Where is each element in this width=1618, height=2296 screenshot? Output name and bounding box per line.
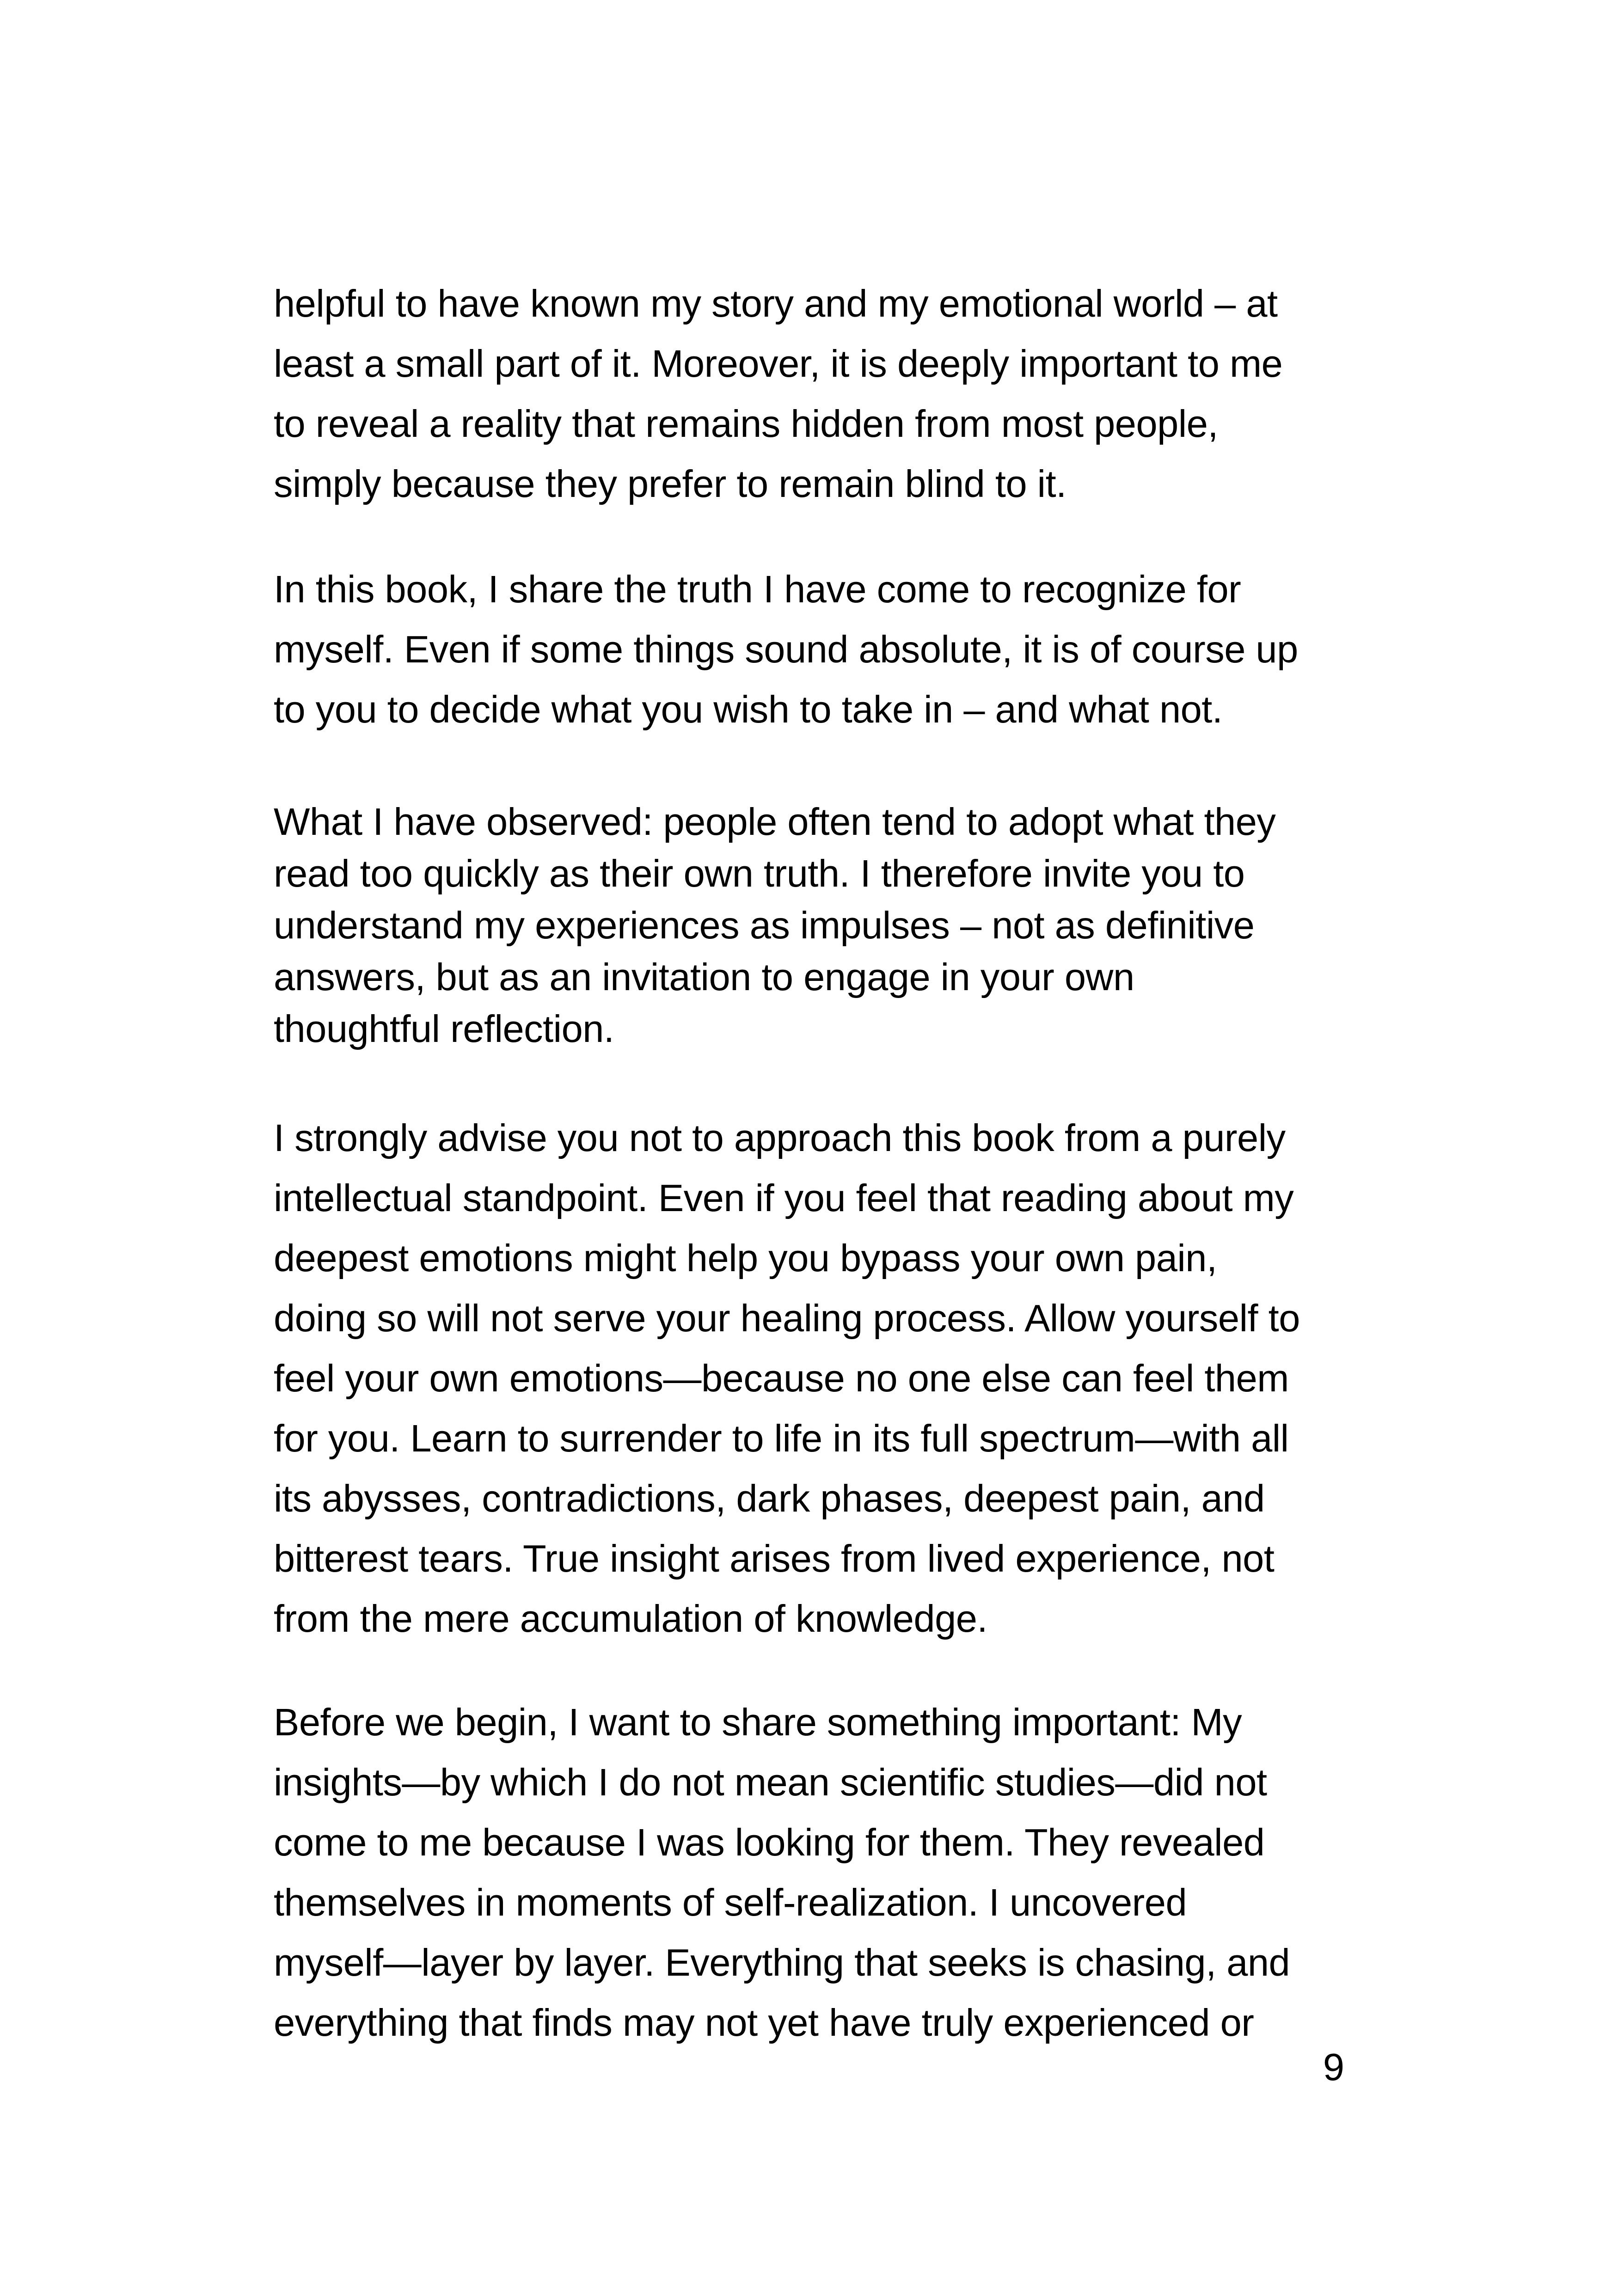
- text-line: feel your own emotions—because no one else can feel them: [274, 1357, 1289, 1400]
- text-line: helpful to have known my story and my emotional world – at: [274, 282, 1278, 325]
- text-line: themselves in moments of self-realization. I uncovered: [274, 1881, 1187, 1924]
- text-line: In this book, I share the truth I have come to recognize for: [274, 568, 1241, 611]
- text-line: deepest emotions might help you bypass your own pain,: [274, 1237, 1217, 1280]
- text-line: to you to decide what you wish to take in – and what not.: [274, 688, 1223, 731]
- text-line: come to me because I was looking for them. They revealed: [274, 1821, 1265, 1864]
- text-line: doing so will not serve your healing process. Allow yourself to: [274, 1297, 1300, 1340]
- text-line: its abysses, contradictions, dark phases, deepest pain, and: [274, 1477, 1265, 1520]
- text-line: understand my experiences as impulses – not as definitive: [274, 904, 1255, 947]
- paragraph-2: [274, 559, 1374, 740]
- text-line: myself—layer by layer. Everything that seeks is chasing, and: [274, 1941, 1290, 1984]
- paragraph-5: [274, 1692, 1374, 2053]
- text-line: read too quickly as their own truth. I therefore invite you to: [274, 852, 1245, 895]
- page-number: 9: [1323, 2045, 1344, 2088]
- text-line: for you. Learn to surrender to life in its full spectrum—with all: [274, 1417, 1289, 1460]
- text-line: answers, but as an invitation to engage in your own: [274, 955, 1134, 998]
- text-line: everything that finds may not yet have truly experienced or: [274, 2001, 1254, 2044]
- paragraph-1: [274, 274, 1374, 514]
- text-line: myself. Even if some things sound absolute, it is of course up: [274, 628, 1298, 671]
- text-line: to reveal a reality that remains hidden from most people,: [274, 402, 1218, 445]
- text-line: simply because they prefer to remain blind to it.: [274, 462, 1066, 505]
- text-line: from the mere accumulation of knowledge.: [274, 1597, 987, 1640]
- text-line: least a small part of it. Moreover, it is deeply important to me: [274, 342, 1283, 385]
- paragraph-3: [274, 796, 1374, 1055]
- text-line: intellectual standpoint. Even if you feel that reading about my: [274, 1176, 1294, 1219]
- paragraph-4: [274, 1108, 1374, 1649]
- text-line: insights—by which I do not mean scientific studies—did not: [274, 1761, 1267, 1804]
- text-line: thoughtful reflection.: [274, 1007, 614, 1050]
- text-line: What I have observed: people often tend to adopt what they: [274, 800, 1276, 843]
- text-line: Before we begin, I want to share something important: My: [274, 1701, 1242, 1744]
- text-line: I strongly advise you not to approach this book from a purely: [274, 1116, 1286, 1159]
- text-line: bitterest tears. True insight arises from lived experience, not: [274, 1537, 1275, 1580]
